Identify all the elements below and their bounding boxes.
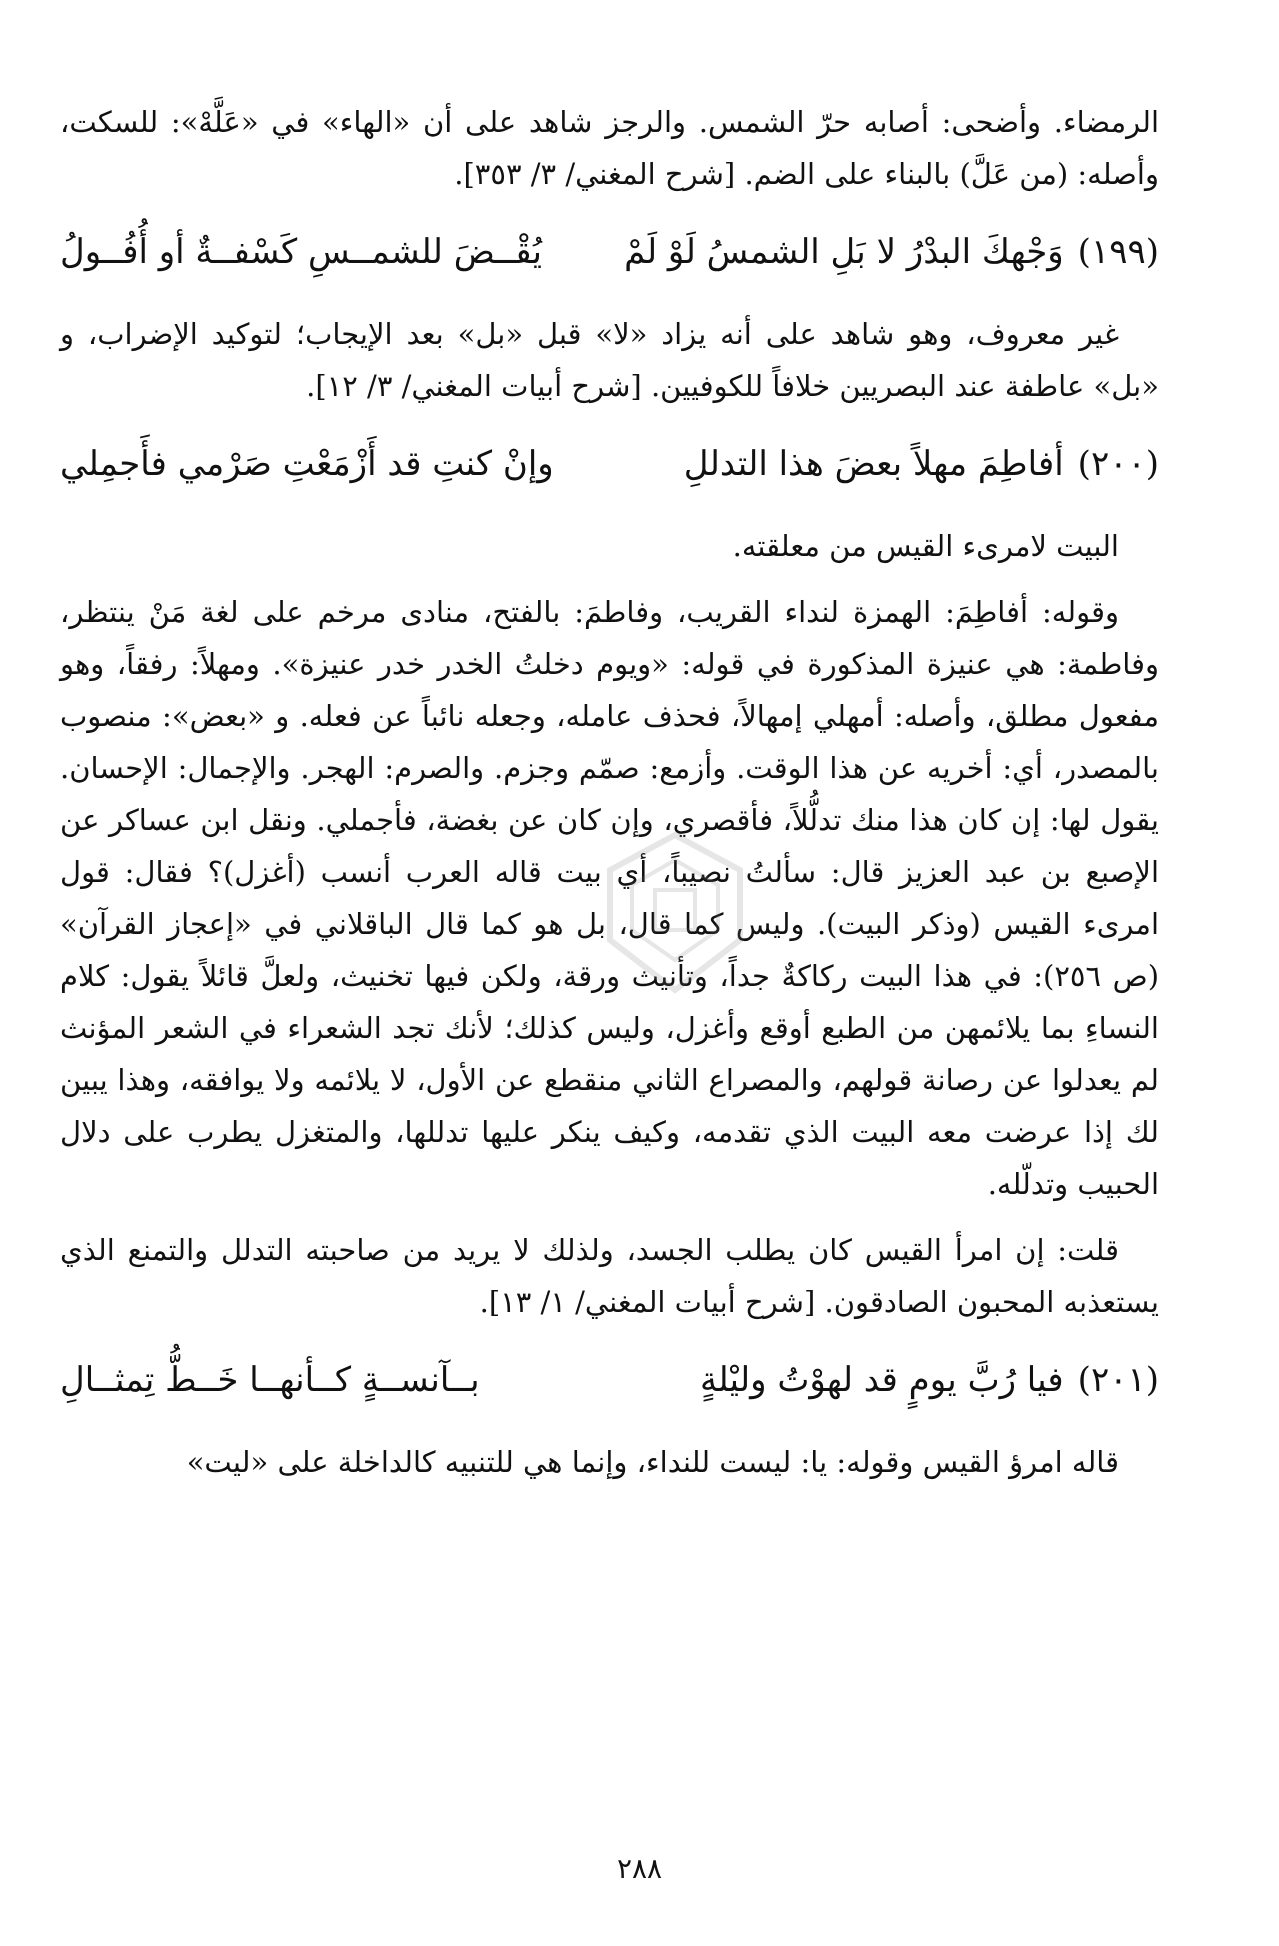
verse-199-first-hemistich — [624, 222, 1159, 282]
verse-199-number: (١٩٩) — [1077, 232, 1159, 272]
paragraph-verse-200-commentary: وقوله: أفاطِمَ: الهمزة لنداء القريب، وفاطمَ: بالفتح، منادى مرخم على لغة مَنْ ينتظر، وفاطمة: هي عنيزة المذكورة في قوله: «ويوم دخلتُ الخدر خدر عنيزة». ومهلاً: رفقاً، وهو مفعول مطلق، وأصله: أمهلي إمهالاً، فحذف عامله، وجعله نائباً عن فعله. و «بعض»: منصوب بالمصدر، أي: أخريه عن هذا الوقت. وأزمع: صمّم وجزم. والصرم: الهجر. والإجمال: الإحسان. يقول لها: إن كان هذا منك تدلُّلاً، فأقصري، وإن كان عن بغضة، فأجملي. ونقل ابن عساكر عن الإصبع بن عبد العزيز قال: سألتُ نصيباً، أي بيت قاله العرب أنسب (أغزل)؟ فقال: قول امرىء القيس (وذكر البيت). وليس كما قال، بل هو كما قال الباقلاني في «إعجاز القرآن» (ص ٢٥٦): في هذا البيت ركاكةٌ جداً، وتأنيث ورقة، ولكن فيها تخنيث، ولعلَّ قائلاً يقول: كلام النساءِ بما يلائمهن من الطبع أوقع وأغزل، وليس كذلك؛ لأنك تجد الشعراء في الشعر المؤنث لم يعدلوا عن رصانة قولهم، والمصراع الثاني منقطع عن الأول، لا يلائمه ولا يوافقه، وهذا يبين لك إذا عرضت معه البيت الذي تقدمه، وكيف ينكر عليها تدللها، والمتغزل يطرب على دلال الحبيب وتدلّله. — [60, 595, 1160, 1201]
paragraph-author-note: قلت: إن امرأ القيس كان يطلب الجسد، ولذلك لا يريد من صاحبته التدلل والتمنع الذي يستعذبه المحبون الصادقون. [شرح أبيات المغني/ ١/ ١٣]. — [60, 1233, 1159, 1319]
library-seal-watermark-icon — [600, 830, 750, 1000]
paragraph-verse-201-commentary: قاله امرؤ القيس وقوله: يا: ليست للنداء، وإنما هي للتنبيه كالداخلة على «ليت» — [186, 1445, 1119, 1479]
paragraph-verse-200-attribution: البيت لامرىء القيس من معلقته. — [732, 529, 1119, 563]
verse-200-first-text: أفاطِمَ مهلاً بعضَ هذا التدللِ — [683, 444, 1064, 484]
verse-200-first-hemistich — [684, 434, 1159, 494]
verse-201-first-text: فيا رُبَّ يومٍ قد لهوْتُ وليْلةٍ — [700, 1360, 1064, 1400]
paragraph-verse-199-commentary: غير معروف، وهو شاهد على أنه يزاد «لا» قبل «بل» بعد الإيجاب؛ لتوكيد الإضراب، و «بل» عاطفة عند البصريين خلافاً للكوفيين. [شرح أبيات المغني/ ٣/ ١٢]. — [60, 317, 1159, 403]
verse-200-number: (٢٠٠) — [1077, 444, 1159, 484]
verse-199-second-hemistich: يُقْــضَ للشمــسِ كَسْفــةٌ أو أُفُــولُ — [60, 232, 542, 272]
verse-201-number: (٢٠١) — [1077, 1360, 1159, 1400]
verse-201-first-hemistich — [700, 1350, 1159, 1410]
verse-200 — [60, 434, 1159, 494]
verse-199 — [60, 222, 1159, 282]
verse-199-first-text: وَجْهكَ البدْرُ لا بَلِ الشمسُ لَوْ لَمْ — [624, 232, 1064, 272]
verse-200-second-hemistich: وإنْ كنتِ قد أَزْمَعْتِ صَرْمي فأَجمِلي — [60, 444, 554, 484]
paragraph-intro: الرمضاء. وأضحى: أصابه حرّ الشمس. والرجز شاهد على أن «الهاء» في «عَلَّهْ»: للسكت، وأصله: (من عَلَّ) بالبناء على الضم. [شرح المغني/ ٣/ ٣٥٣]. — [60, 105, 1159, 191]
verse-201-second-hemistich: بــآنســةٍ كــأنهــا خَــطُّ تِمثــالِ — [60, 1360, 480, 1400]
verse-201 — [60, 1350, 1159, 1410]
page-number: ٢٨٨ — [616, 1852, 663, 1885]
